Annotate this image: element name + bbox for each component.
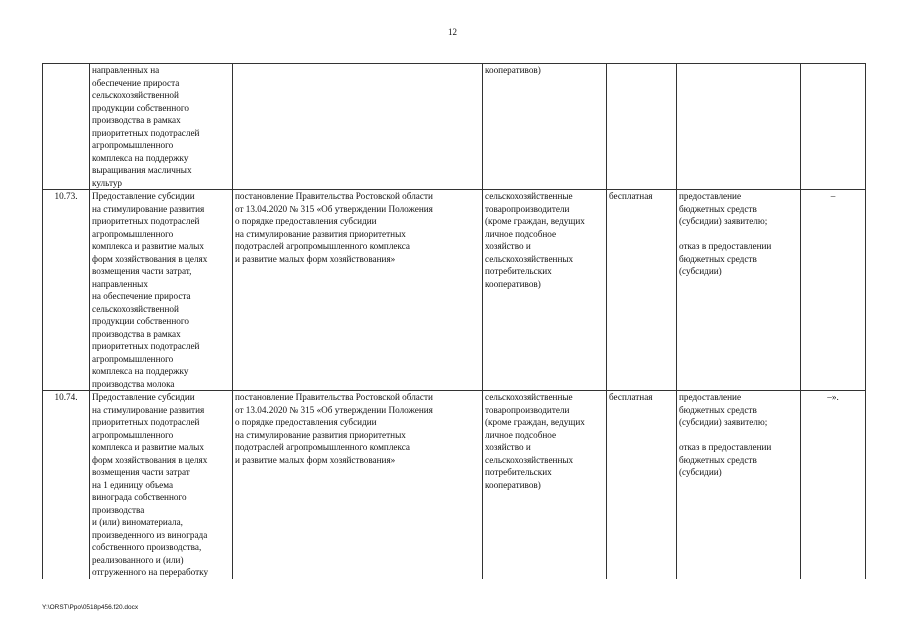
legal-act-cell (233, 64, 483, 190)
page-number: 12 (448, 27, 457, 37)
service-name-cell: Предоставление субсидии на стимулирование развития приоритетных подотраслей агропромышленного комплекса и развитие малых форм хозяйствования в целях возмещения части затрат на 1 единицу объема винограда собственного производства и (или) виноматериала, произведенного из винограда собственного производства, реализованного и (или) отгруженного на переработку (90, 391, 233, 579)
legal-act-cell: постановление Правительства Ростовской области от 13.04.2020 № 315 «Об утверждении Положения о порядке предоставления субсидии на стимулирование развития приоритетных подотраслей агропромышленного комплекса и развитие малых форм хозяйствования» (233, 391, 483, 579)
row-number-cell (43, 64, 90, 190)
legal-act-cell: постановление Правительства Ростовской области от 13.04.2020 № 315 «Об утверждении Положения о порядке предоставления субсидии на стимулирование развития приоритетных подотраслей агропромышленного комплекса и развитие малых форм хозяйствования» (233, 190, 483, 391)
fee-cell: бесплатная (607, 190, 677, 391)
table-row (43, 391, 866, 579)
recipients-cell: сельскохозяйственные товаропроизводители (кроме граждан, ведущих личное подсобное хозяйство и сельскохозяйственных потребительских кооперативов) (483, 391, 607, 579)
footer-file-path: Y:\ORST\Ppo\0518p456.f20.docx (42, 604, 139, 611)
result-cell (677, 64, 801, 190)
row-number-cell: 10.74. (43, 391, 90, 579)
table-row (43, 190, 866, 391)
note-cell: – (801, 190, 866, 391)
service-name-cell: Предоставление субсидии на стимулирование развития приоритетных подотраслей агропромышленного комплекса и развитие малых форм хозяйствования в целях возмещения части затрат, направленных на обеспечение прироста сельскохозяйственной продукции собственного производства в рамках приоритетных подотраслей агропромышленного комплекса на поддержку производства молока (90, 190, 233, 391)
recipients-cell: сельскохозяйственные товаропроизводители (кроме граждан, ведущих личное подсобное хозяйство и сельскохозяйственных потребительских кооперативов) (483, 190, 607, 391)
recipients-cell: кооперативов) (483, 64, 607, 190)
note-cell: –». (801, 391, 866, 579)
table-row (43, 64, 866, 190)
services-registry-table (42, 63, 866, 579)
note-cell (801, 64, 866, 190)
fee-cell (607, 64, 677, 190)
row-number-cell: 10.73. (43, 190, 90, 391)
result-cell: предоставление бюджетных средств (субсидии) заявителю; отказ в предоставлении бюджетных средств (субсидии) (677, 391, 801, 579)
result-cell: предоставление бюджетных средств (субсидии) заявителю; отказ в предоставлении бюджетных средств (субсидии) (677, 190, 801, 391)
service-name-cell: направленных на обеспечение прироста сельскохозяйственной продукции собственного производства в рамках приоритетных подотраслей агропромышленного комплекса на поддержку выращивания масличных культур (90, 64, 233, 190)
fee-cell: бесплатная (607, 391, 677, 579)
